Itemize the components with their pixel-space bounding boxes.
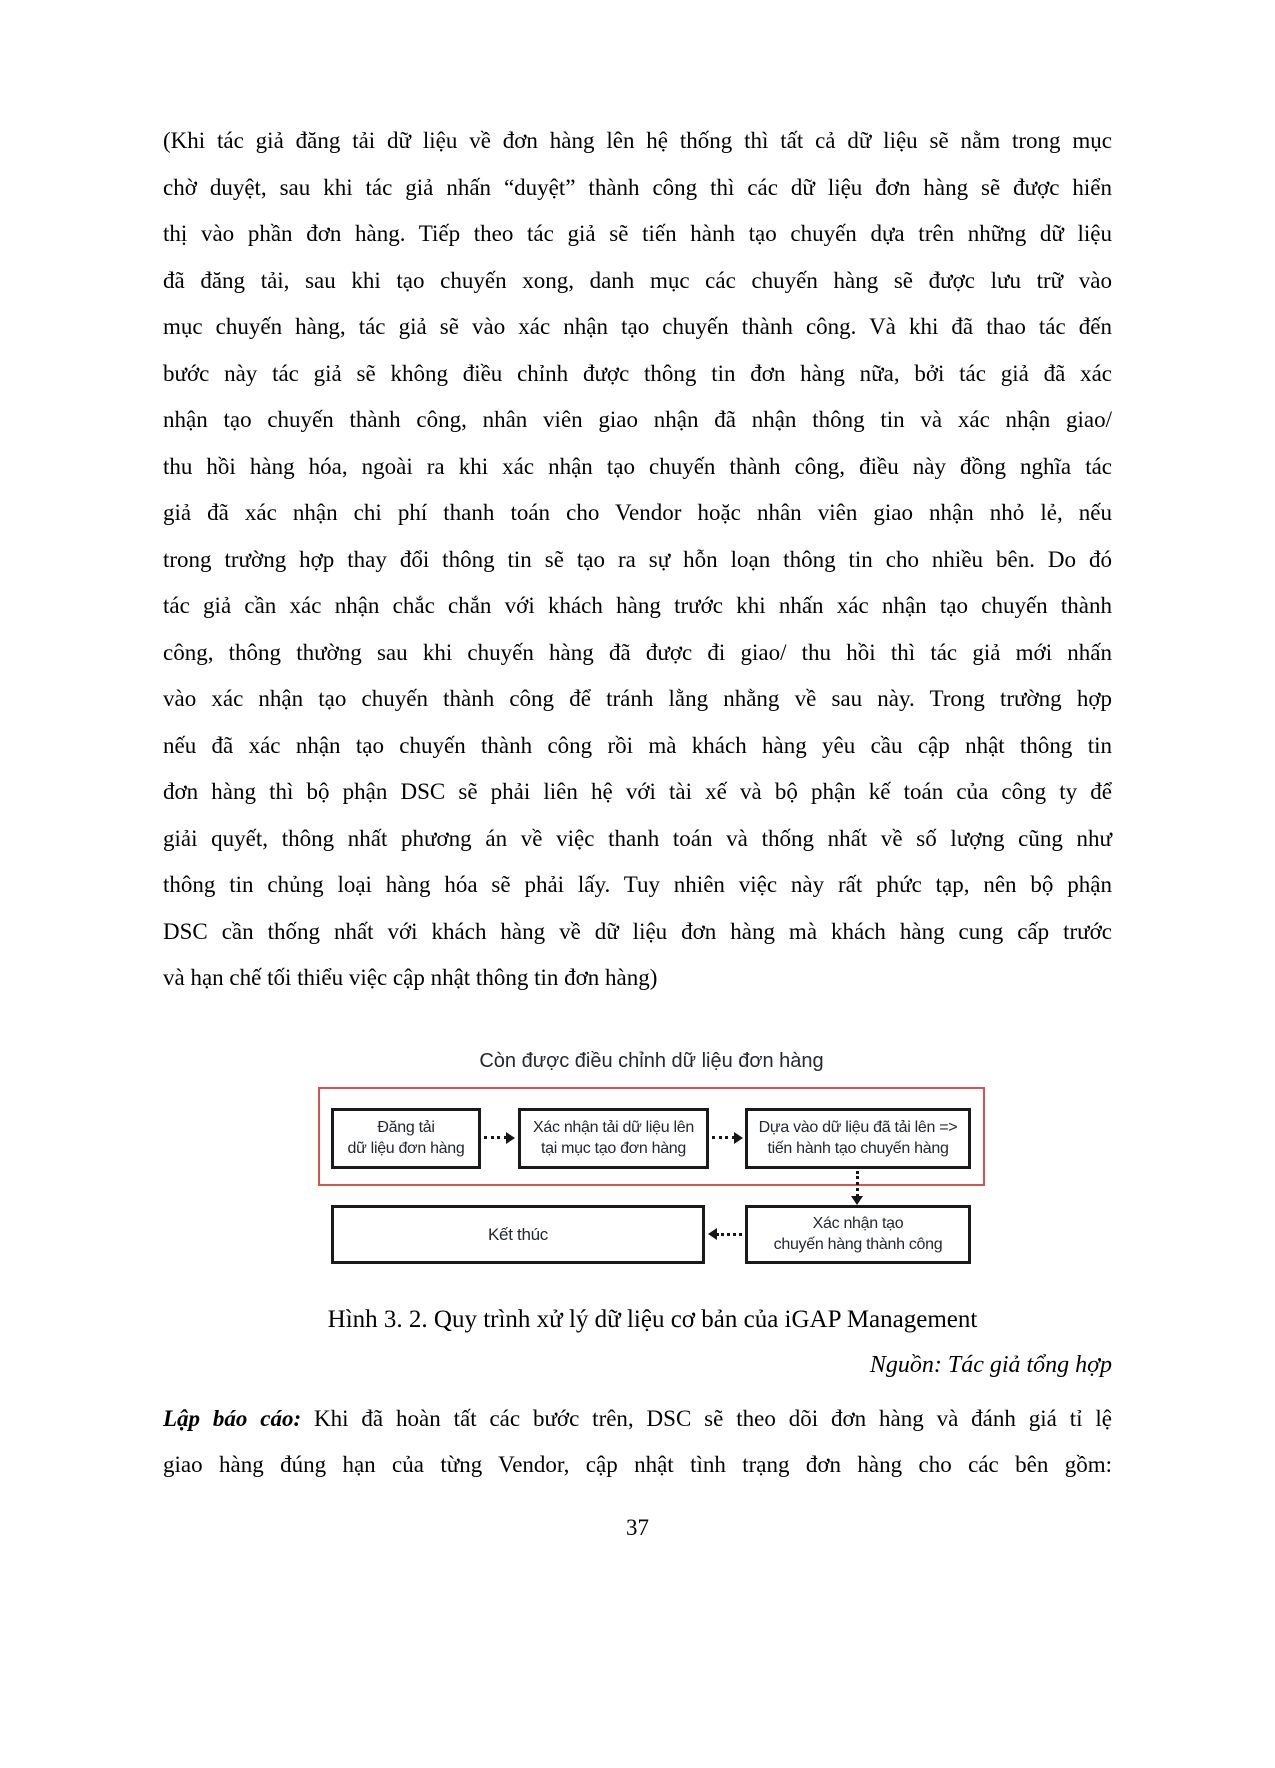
arrow-right-icon: [734, 1132, 743, 1144]
flow-box-label: Đăng tải: [377, 1119, 435, 1136]
flow-box-label: Xác nhận tải dữ liệu lên: [533, 1119, 694, 1136]
text-line: đã đăng tải, sau khi tạo chuyến xong, danh mục các chuyến hàng sẽ được lưu trữ vào: [163, 267, 1112, 293]
text-line: vào xác nhận tạo chuyến thành công để tránh lằng nhằng về sau này. Trong trường hợp: [163, 686, 1112, 711]
text-line: (Khi tác giả đăng tải dữ liệu về đơn hàng lên hệ thống thì tất cả dữ liệu sẽ nằm trong mục: [163, 128, 1112, 153]
flow-box-label: tiến hành tạo chuyến hàng: [767, 1140, 949, 1157]
paragraph-main: [163, 118, 1112, 1002]
text-line: tác giả cần xác nhận chắc chắn với khách hàng trước khi nhấn xác nhận tạo chuyến thành: [163, 593, 1112, 618]
figure-caption: Hình 3. 2. Quy trình xử lý dữ liệu cơ bản của iGAP Management: [327, 1305, 978, 1333]
text-line: chờ duyệt, sau khi tác giả nhấn “duyệt” thành công thì các dữ liệu đơn hàng sẽ được hiển: [163, 174, 1112, 200]
flow-box-label: chuyến hàng thành công: [773, 1236, 943, 1253]
flowchart-note: Còn được điều chỉnh dữ liệu đơn hàng: [479, 1049, 824, 1072]
flow-box-label: Dựa vào dữ liệu đã tải lên =>: [758, 1119, 958, 1136]
text-line: thông tin chủng loại hàng hóa sẽ phải lấy. Tuy nhiên việc này rất phức tạp, nên bộ phận: [163, 872, 1112, 897]
figure-source: Nguồn: Tác giả tổng hợp: [869, 1351, 1112, 1378]
text-line: giải quyết, thông nhất phương án về việc thanh toán và thống nhất về số lượng cũng như: [163, 825, 1112, 851]
text-line: DSC cần thống nhất với khách hàng về dữ liệu đơn hàng mà khách hàng cung cấp trước: [163, 918, 1112, 944]
flow-box-label: Kết thúc: [488, 1224, 548, 1244]
flow-box-label: tại mục tạo đơn hàng: [540, 1140, 687, 1157]
text-line: [163, 1396, 1112, 1443]
text-line: và hạn chế tối thiểu việc cập nhật thông tin đơn hàng): [163, 965, 658, 990]
dotted-arrow-left-icon: [716, 1233, 742, 1236]
dotted-arrow-right-icon: [484, 1136, 507, 1139]
text-line: thị vào phần đơn hàng. Tiếp theo tác giả sẽ tiến hành tạo chuyến dựa trên những dữ liệu: [163, 221, 1112, 246]
text-line: đơn hàng thì bộ phận DSC sẽ phải liên hệ với tài xế và bộ phận kế toán của công ty để: [163, 779, 1112, 804]
flow-box-upload-data: [331, 1108, 481, 1169]
text-line: mục chuyến hàng, tác giả sẽ vào xác nhận tạo chuyến thành công. Và khi đã thao tác đến: [163, 314, 1112, 339]
flow-box-confirm-trip-success: [745, 1205, 971, 1264]
text-block: [0, 118, 1275, 1002]
page-number: 37: [626, 1514, 649, 1540]
document-page: [0, 118, 1275, 1768]
text-line: thu hồi hàng hóa, ngoài ra khi xác nhận tạo chuyến thành công, điều này đồng nghĩa tác: [163, 453, 1112, 479]
flow-box-label: Xác nhận tạo: [812, 1215, 904, 1232]
report-lead-label: Lập báo cáo:: [163, 1405, 302, 1431]
dotted-arrow-right-icon: [712, 1136, 735, 1139]
text-line: nếu đã xác nhận tạo chuyến thành công rồi mà khách hàng yêu cầu cập nhật thông tin: [163, 732, 1112, 758]
arrow-down-icon: [851, 1196, 863, 1205]
flowchart-figure: [0, 1002, 1275, 1270]
text-segment: Khi đã hoàn tất các bước trên, DSC sẽ theo dõi đơn hàng và đánh giá tỉ lệ: [301, 1405, 1112, 1431]
flow-box-create-trip: [745, 1108, 971, 1169]
text-line: giả đã xác nhận chi phí thanh toán cho Vendor hoặc nhân viên giao nhận nhỏ lẻ, nếu: [163, 500, 1112, 525]
paragraph-report: [163, 1396, 1112, 1489]
text-line: nhận tạo chuyến thành công, nhân viên giao nhận đã nhận thông tin và xác nhận giao/: [163, 407, 1112, 432]
arrow-right-icon: [506, 1132, 515, 1144]
text-line: giao hàng đúng hạn của từng Vendor, cập nhật tình trạng đơn hàng cho các bên gồm:: [163, 1452, 1112, 1477]
flow-box-label: dữ liệu đơn hàng: [347, 1140, 465, 1157]
text-line: bước này tác giả sẽ không điều chỉnh được thông tin đơn hàng nữa, bởi tác giả đã xác: [163, 360, 1112, 386]
flow-box-end: [331, 1205, 705, 1264]
dotted-arrow-down-icon: [856, 1171, 859, 1197]
text-line: trong trường hợp thay đổi thông tin sẽ tạo ra sự hỗn loạn thông tin cho nhiều bên. Do đó: [163, 546, 1112, 572]
text-line: công, thông thường sau khi chuyến hàng đã được đi giao/ thu hồi thì tác giả mới nhấn: [163, 639, 1112, 665]
flow-box-confirm-upload: [518, 1108, 709, 1169]
